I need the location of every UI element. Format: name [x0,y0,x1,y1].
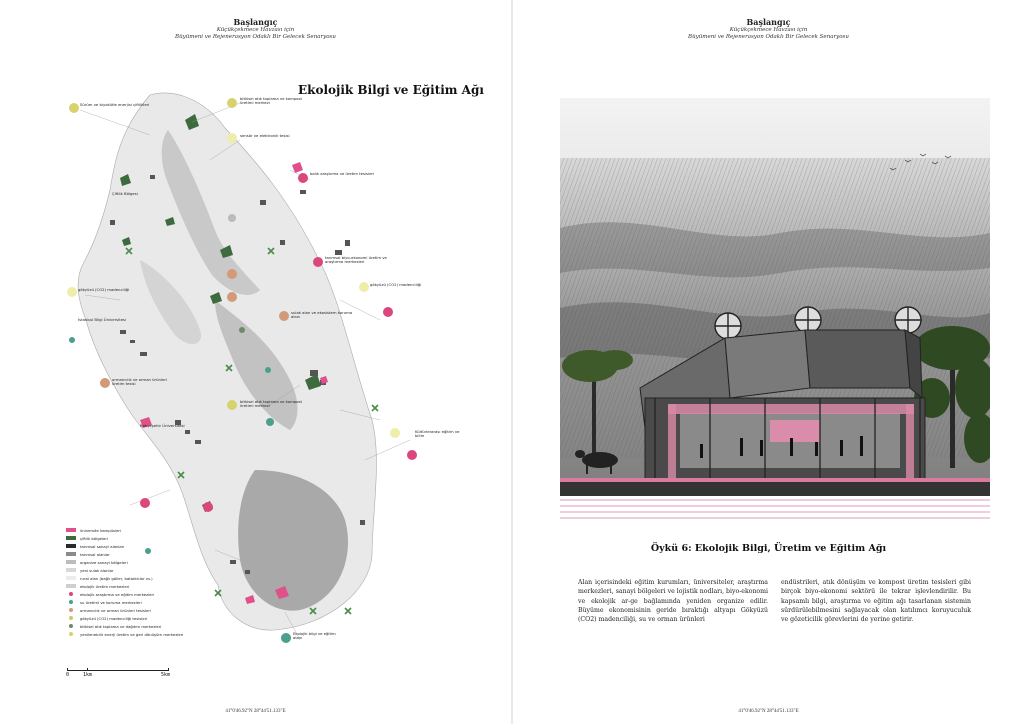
compost-icon [227,400,237,410]
legend-swatch [69,632,73,636]
legend-label: rural alan (bağlı göller, bataklıklar vs.) [80,575,153,581]
fish-icon [298,173,308,183]
map-annotation: sensör ve elektronik tesisi [240,133,290,138]
legend-label: bitkisel atık toplama ve dağıtım merkezleri [80,623,162,629]
coordinates: 41°0'46.92"N 28°44'51.133"E [738,709,799,714]
forestry-icon [227,269,237,279]
story-text-column-2: endüstrileri, atık dönüşüm ve kompost üretim tesisleri gibi birçok biyo-ekonomi sektörü ile tekrar işlevlendirilir. Bu kapsamlı bilgi, araştırma ve eğitim ağı tasarlanan sistemin sürdürülebilmesini sağlayacak olan katılımcı koruyuculuk ve gözeticilik görevlerini de yerine getirir. [781,579,971,624]
legend-item [66,550,196,558]
map-annotation: gökyüzü (CO2) madenciliği [370,282,422,287]
legend-item [66,622,196,630]
legend-label: tarımsal alanlar [80,551,110,557]
map-annotation: balık araştırma ve üretim tesisleri [310,171,375,176]
coordinates: 41°0'46.92"N 28°44'51.133"E [225,709,286,714]
map-annotation: Çiftlik Bölgesi [112,191,138,196]
header-title: Başlangıç [746,17,791,27]
legend-swatch [69,624,73,628]
research-icon [383,307,393,317]
forestry-icon [279,311,289,321]
legend-item [66,574,196,582]
legend-item [66,558,196,566]
legend-item [66,614,196,622]
legend-swatch [66,536,76,540]
legend-label: gökyüzü (CO2) madenciliği tesisleri [80,615,148,621]
scale-bar [66,668,171,678]
legend-swatch [69,616,73,620]
header-subtitle-1: Küçükçekmece Havzası için [216,27,295,34]
sensor-icon [227,133,237,143]
legend-label: üniversite kampüsleri [80,527,122,533]
legend-label: tarımsal sanayi alanları [80,543,125,549]
greenhouse-illustration [560,98,990,525]
story-text-column-1: Alan içerisindeki eğitim kurumları, üniversiteler, araştırma merkezleri, sanayi bölgeleri ve lojistik nodları, biyo-ekonomi ve ekolojik ar-ge bağlamında yeniden organize edilir. Büyüme ekonomisinin geride bıraktığı altyapı Gökyüzü (CO2) madenciliği, su ve orman ürünleri [578,579,768,624]
legend-item [66,630,196,638]
left-page [0,0,511,724]
legend-label: organize sanayi bölgeleri [80,559,128,565]
legend-item [66,590,196,598]
biomass-icon [69,103,79,113]
scale-zero: 0 [66,672,70,678]
water-icon [265,367,271,373]
legend-swatch [66,568,76,572]
header-title: Başlangıç [233,17,278,27]
map-annotation: tarımsal biyo-ekonomi üretim ve araştırma merkezleri [325,255,387,265]
legend-label: ekolojik araştırma ve eğitim merkezleri [80,591,155,597]
map-annotation: Ekolojik bilgi ve eğitim alanı [293,631,336,641]
pink-frame [668,404,914,414]
co2-mining-icon [390,428,400,438]
legend-label: yeni sulak alanlar [80,567,114,573]
map-annotation: gökyüzü (CO2) madenciliği [78,287,130,292]
story-caption: Öykü 6: Ekolojik Bilgi, Üretim ve Eğitim Ağı [650,543,887,554]
map-annotation: ormancılık ve orman ürünleri üretim tesisi [112,377,167,387]
legend-swatch [69,592,73,596]
header-subtitle-2: Büyümeni ve Rejenerasyon Odaklı Bir Gelecek Senaryosu [175,33,336,40]
legend-swatch [66,552,76,556]
map-annotation: İstanbul Bilgi Üniversitesi [78,317,127,322]
map-annotation: Sürüm ve biyokütle enerjisi çiftlikleri [80,102,150,107]
legend-swatch [66,560,76,564]
research-icon [140,498,150,508]
legend-swatch [69,608,73,612]
legend-label: ekolojik üretim merkezleri [80,583,130,589]
legend-swatch [66,576,76,580]
legend-item [66,534,196,542]
legend-label: çiftlik bölgeleri [80,535,108,541]
legend-item [66,526,196,534]
header-subtitle-1: Küçükçekmece Havzası için [729,27,808,34]
map-title: Ekolojik Bilgi ve Eğitim Ağı [298,83,484,97]
co2-mining-icon [359,282,369,292]
legend-item [66,542,196,550]
forestry-icon [227,292,237,302]
research-icon [407,450,417,460]
right-page-header [513,18,1024,40]
farm-icon [228,214,236,222]
scale-1km: 1km [83,672,93,678]
compost-icon [227,98,237,108]
water-icon [281,633,291,643]
bioeconomy-icon [313,257,323,267]
legend-swatch [69,600,73,604]
map-annotation: bitkisel atık toplama ve kompost üretimi merkezi [240,96,302,106]
legend-item [66,598,196,606]
header-subtitle-2: Büyümeni ve Rejenerasyon Odaklı Bir Gelecek Senaryosu [688,33,849,40]
legend-label: yenilenebilir enerji üretim ve geri dönüşüm merkezleri [80,631,184,637]
water-icon [69,337,75,343]
legend-item [66,582,196,590]
right-page [513,0,1024,724]
compost-icon [239,327,245,333]
map-legend [66,526,196,638]
forestry-icon [100,378,110,388]
map-annotation: bitkisel atık toplama ve kompost üretimi merkezi [240,399,302,409]
co2-mining-icon [67,287,77,297]
legend-item [66,606,196,614]
legend-label: ormancılık ve orman ürünleri tesisleri [80,607,151,613]
legend-swatch [66,528,76,532]
legend-swatch [66,544,76,548]
scale-5km: 5km [161,672,171,678]
water-icon [266,418,274,426]
map-annotation: sulak alan ve ekosistem koruma alanı [291,310,353,320]
legend-label: su üretimi ve koruma merkezleri [80,599,142,605]
research-icon [203,502,213,512]
map-annotation: Bahçeşehir Üniversitesi [140,423,185,428]
map-annotation: Kültürlerarası eğitim ve bilim [415,429,460,439]
legend-item [66,566,196,574]
legend-swatch [66,584,76,588]
